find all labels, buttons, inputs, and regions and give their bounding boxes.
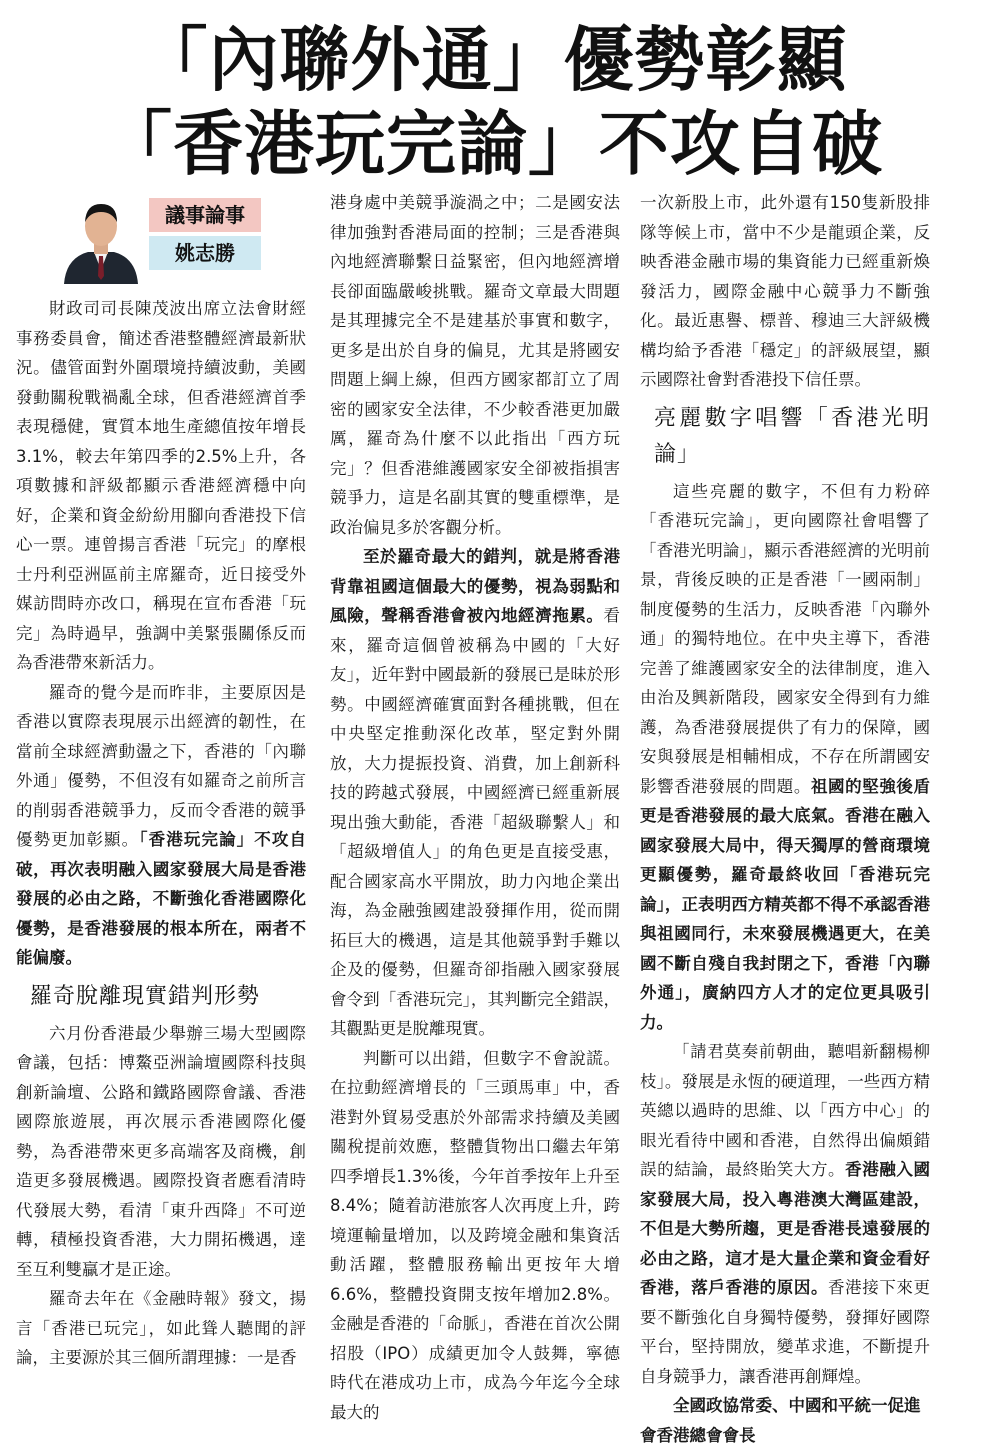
article-column-2 xyxy=(330,188,620,1188)
headline-line-2: 「香港玩完論」不攻自破 xyxy=(0,102,985,186)
paragraph-text: 羅奇的覺今是而昨非，主要原因是香港以實際表現展示出經濟的韌性，在當前全球經濟動盪之下，香港的「內聯外通」優勢，不但沒有如羅奇之前所言的削弱香港競爭力，反而令香港的競爭優勢更加彰顯。 xyxy=(16,683,306,850)
article-column-3 xyxy=(640,188,930,1188)
paragraph xyxy=(16,678,306,973)
paragraph: 判斷可以出錯，但數字不會說謊。在拉動經濟增長的「三頭馬車」中，香港對外貿易受惠於外部需求持續及美國關稅提前效應，整體貨物出口繼去年第四季增長1.3%後，今年首季按年上升至8.4%；隨着訪港旅客人次再度上升，跨境運輸量增加，以及跨境金融和集資活動活躍，整體服務輸出更按年大增6.6%，整體投資開支按年增加2.8%。金融是香港的「命脈」，香港在首次公開招股（IPO）成績更加令人鼓舞，寧德時代在港成功上市，成為今年迄今全球最大的 xyxy=(330,1044,620,1428)
paragraph-text: 「請君莫奏前朝曲，聽唱新翻楊柳枝」。發展是永恆的硬道理，一些西方精英總以過時的思維、以「西方中心」的眼光看待中國和香港，自然得出偏頗錯誤的結論，最終貽笑大方。 xyxy=(640,1042,930,1179)
section-heading: 亮麗數字唱響「香港光明論」 xyxy=(654,401,930,473)
paragraph-bold-text: 「香港玩完論」不攻自破，再次表明融入國家發展大局是香港發展的必由之路，不斷強化香港國際化優勢，是香港發展的根本所在，兩者不能偏廢。 xyxy=(16,830,306,967)
author-photo xyxy=(60,196,142,284)
paragraph-text: 看來，羅奇這個曾被稱為中國的「大好友」，近年對中國最新的發展已是昧於形勢。中國經濟確實面對各種挑戰，但在中央堅定推動深化改革，堅定對外開放，大力提振投資、消費，加上創新科技的跨越式發展，中國經濟已經重新展現出強大動能，香港「超級聯繫人」和「超級增值人」的角色更是直接受惠，配合國家高水平開放，助力內地企業出海，為金融強國建設發揮作用，從而開拓巨大的機遇，這是其他競爭對手難以企及的優勢，但羅奇卻指融入國家發展會令到「香港玩完」，其判斷完全錯誤，其觀點更是脫離現實。 xyxy=(330,606,620,1038)
paragraph: 羅奇去年在《金融時報》發文，揚言「香港已玩完」，如此聳人聽聞的評論，主要源於其三個所謂理據：一是香 xyxy=(16,1284,306,1373)
paragraph-bold-text: 香港融入國家發展大局，投入粵港澳大灣區建設，不但是大勢所趨，更是香港長遠發展的必由之路，這才是大量企業和資金看好香港，落戶香港的原因。 xyxy=(640,1160,930,1297)
paragraph-text: 香港接下來更要不斷強化自身獨特優勢，發揮好國際平台，堅持開放，變革求進，不斷提升自身競爭力，讓香港再創輝煌。 xyxy=(640,1278,930,1386)
paragraph xyxy=(640,1037,930,1391)
article-column-1 xyxy=(16,192,306,1192)
author-title-line-1: 全國政協常委、中國和平統一促進 xyxy=(640,1391,930,1421)
paragraph-text: 這些亮麗的數字，不但有力粉碎「香港玩完論」，更向國際社會唱響了「香港光明論」，顯示香港經濟的光明前景，背後反映的正是香港「一國兩制」制度優勢的生活力，反映香港「內聯外通」的獨特地位。在中央主導下，香港完善了維護國家安全的法律制度，進入由治及興新階段，國家安全得到有力維護，為香港發展提供了有力的保障，國安與發展是相輔相成，不存在所謂國安影響香港發展的問題。 xyxy=(640,482,930,796)
column-name-badge: 議事論事 xyxy=(149,198,261,232)
paragraph: 一次新股上市，此外還有150隻新股排隊等候上市，當中不少是龍頭企業，反映香港金融市場的集資能力已經重新煥發活力，國際金融中心競爭力不斷強化。最近惠譽、標普、穆迪三大評級機構均給予香港「穩定」的評級展望，顯示國際社會對香港投下信任票。 xyxy=(640,188,930,395)
paragraph-bold-text: 祖國的堅強後盾更是香港發展的最大底氣。香港在融入國家發展大局中，得天獨厚的營商環境更顯優勢，羅奇最終收回「香港玩完論」，正表明西方精英都不得不承認香港與祖國同行，未來發展機遇更大，在美國不斷自殘自我封閉之下，香港「內聯外通」，廣納四方人才的定位更具吸引力。 xyxy=(640,777,930,1032)
paragraph xyxy=(640,477,930,1038)
paragraph xyxy=(330,542,620,1044)
author-name-badge: 姚志勝 xyxy=(149,236,261,270)
paragraph-bold-text: 至於羅奇最大的錯判，就是將香港背靠祖國這個最大的優勢，視為弱點和風險，聲稱香港會被內地經濟拖累。 xyxy=(330,547,620,625)
byline xyxy=(16,192,306,292)
paragraph: 港身處中美競爭漩渦之中；二是國安法律加強對香港局面的控制；三是香港與內地經濟聯繫日益緊密，但內地經濟增長卻面臨嚴峻挑戰。羅奇文章最大問題是其理據完全不是建基於事實和數字，更多是出於自身的偏見，尤其是將國安問題上綱上線，但西方國家都訂立了周密的國家安全法律，不少較香港更加嚴厲，羅奇為什麼不以此指出「西方玩完」？但香港維護國家安全卻被指損害競爭力，這是名副其實的雙重標準，是政治偏見多於客觀分析。 xyxy=(330,188,620,542)
paragraph: 財政司司長陳茂波出席立法會財經事務委員會，簡述香港整體經濟最新狀況。儘管面對外圍環境持續波動，美國發動關稅戰禍亂全球，但香港經濟首季表現穩健，實質本地生產總值按年增長3.1%，較去年第四季的2.5%上升，各項數據和評級都顯示香港經濟穩中向好，企業和資金紛紛用腳向香港投下信心一票。連曾揚言香港「玩完」的摩根士丹利亞洲區前主席羅奇，近日接受外媒訪問時亦改口，稱現在宣布香港「玩完」為時過早，強調中美緊張關係反而為香港帶來新活力。 xyxy=(16,294,306,678)
paragraph: 六月份香港最少舉辦三場大型國際會議，包括：博鰲亞洲論壇國際科技與創新論壇、公路和鐵路國際會議、香港國際旅遊展，再次展示香港國際化優勢，為香港帶來更多高端客及商機，創造更多發展機遇。國際投資者應看清時代發展大勢，看清「東升西降」不可逆轉，積極投資香港，大力開拓機遇，達至互利雙贏才是正途。 xyxy=(16,1019,306,1285)
section-heading: 羅奇脫離現實錯判形勢 xyxy=(30,979,306,1015)
author-title-line-2: 會香港總會會長 xyxy=(640,1421,930,1450)
headline-line-1: 「內聯外通」優勢彰顯 xyxy=(0,18,985,102)
